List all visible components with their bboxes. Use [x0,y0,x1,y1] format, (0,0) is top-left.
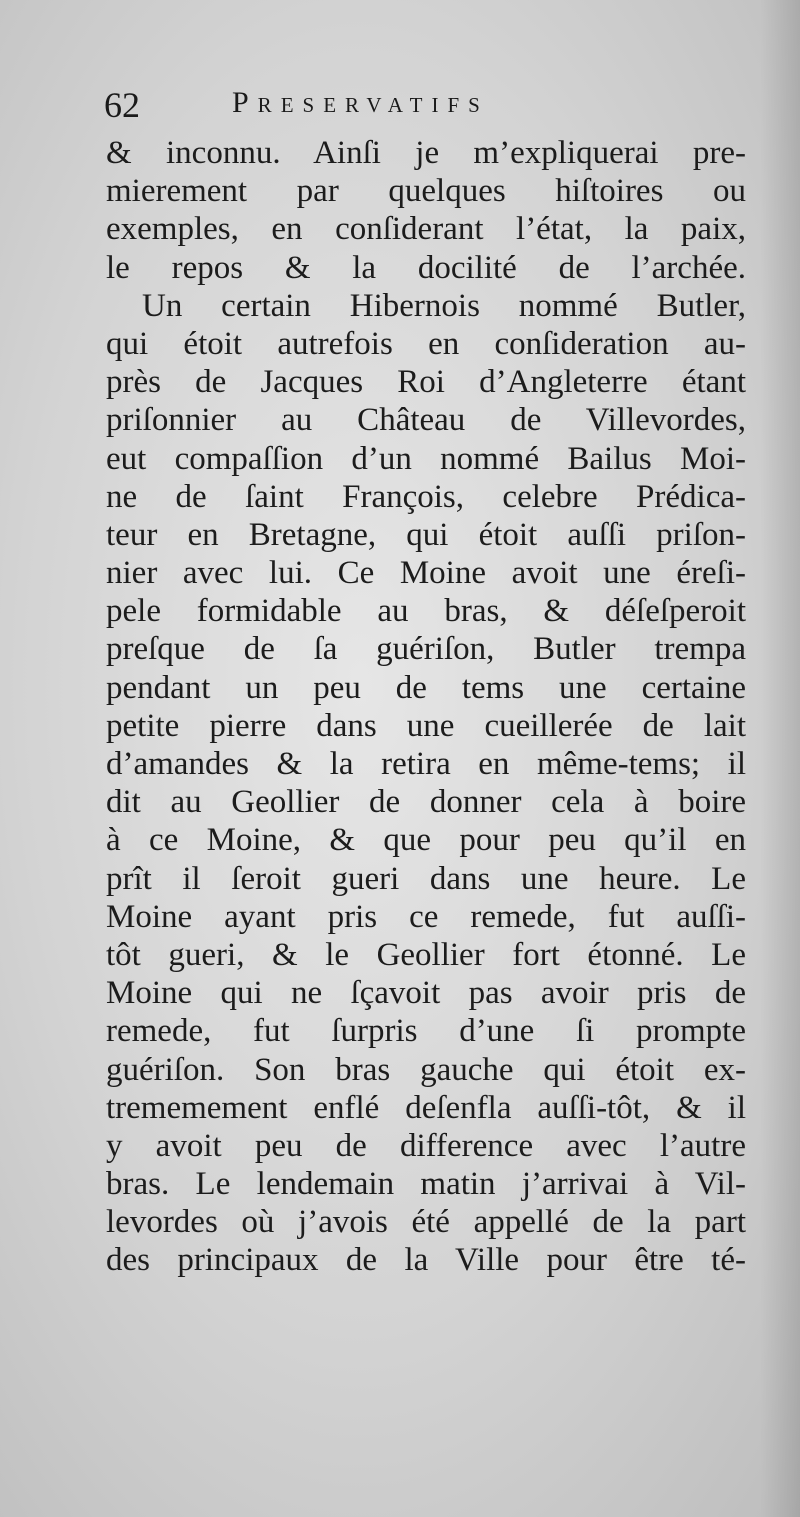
running-title: Preservatifs [232,86,489,119]
text-line: Moine qui ne ſçavoit pas avoir pris de [106,975,746,1012]
text-line: à ce Moine, & que pour peu qu’il en [106,822,746,859]
text-line: dit au Geollier de donner cela à boire [106,784,746,821]
text-line: remede, fut ſurpris d’une ſi prompte [106,1013,746,1050]
text-line: exemples, en conſiderant l’état, la paix, [106,211,746,248]
text-line: Un certain Hibernois nommé Butler, [142,287,746,324]
text-line: d’amandes & la retira en même-tems; il [106,746,746,782]
text-line: guériſon. Son bras gauche qui étoit ex- [106,1051,746,1088]
text-line: pele formidable au bras, & déſeſperoit [106,593,746,630]
text-line: ne de ſaint François, celebre Prédica- [106,478,746,515]
text-line: trememement enflé deſenfla auſſi-tôt, & il [106,1089,746,1126]
text-line: petite pierre dans une cueillerée de lait [106,707,746,744]
page-header [104,84,714,130]
text-line: pendant un peu de tems une certaine [106,669,746,706]
page-number: 62 [104,85,140,125]
text-line: preſque de ſa guériſon, Butler trempa [106,631,746,668]
text-line: eut compaſſion d’un nommé Bailus Moi- [106,440,746,477]
text-line: & inconnu. Ainſi je m’expliquerai pre- [106,135,746,171]
text-line: y avoit peu de difference avec l’autre [106,1127,746,1164]
body-text [106,134,746,1280]
text-line: tôt gueri, & le Geollier fort étonné. Le [106,936,746,973]
page-edge-shadow [760,0,800,1517]
text-line: mierement par quelques hiſtoires ou [106,173,746,210]
text-line: Moine ayant pris ce remede, fut auſſi- [106,898,746,935]
text-line: nier avec lui. Ce Moine avoit une éreſi- [106,555,746,592]
text-line: bras. Le lendemain matin j’arrivai à Vil- [106,1166,746,1203]
text-line: le repos & la docilité de l’archée. [106,249,746,286]
text-line: qui étoit autrefois en conſideration au- [106,325,746,362]
text-line: levordes où j’avois été appellé de la part [106,1204,746,1241]
text-line: teur en Bretagne, qui étoit auſſi priſon- [106,516,746,553]
text-line: priſonnier au Château de Villevordes, [106,402,746,439]
text-line: des principaux de la Ville pour être té- [106,1242,746,1279]
text-line: prît il ſeroit gueri dans une heure. Le [106,860,746,897]
text-line: près de Jacques Roi d’Angleterre étant [106,364,746,401]
